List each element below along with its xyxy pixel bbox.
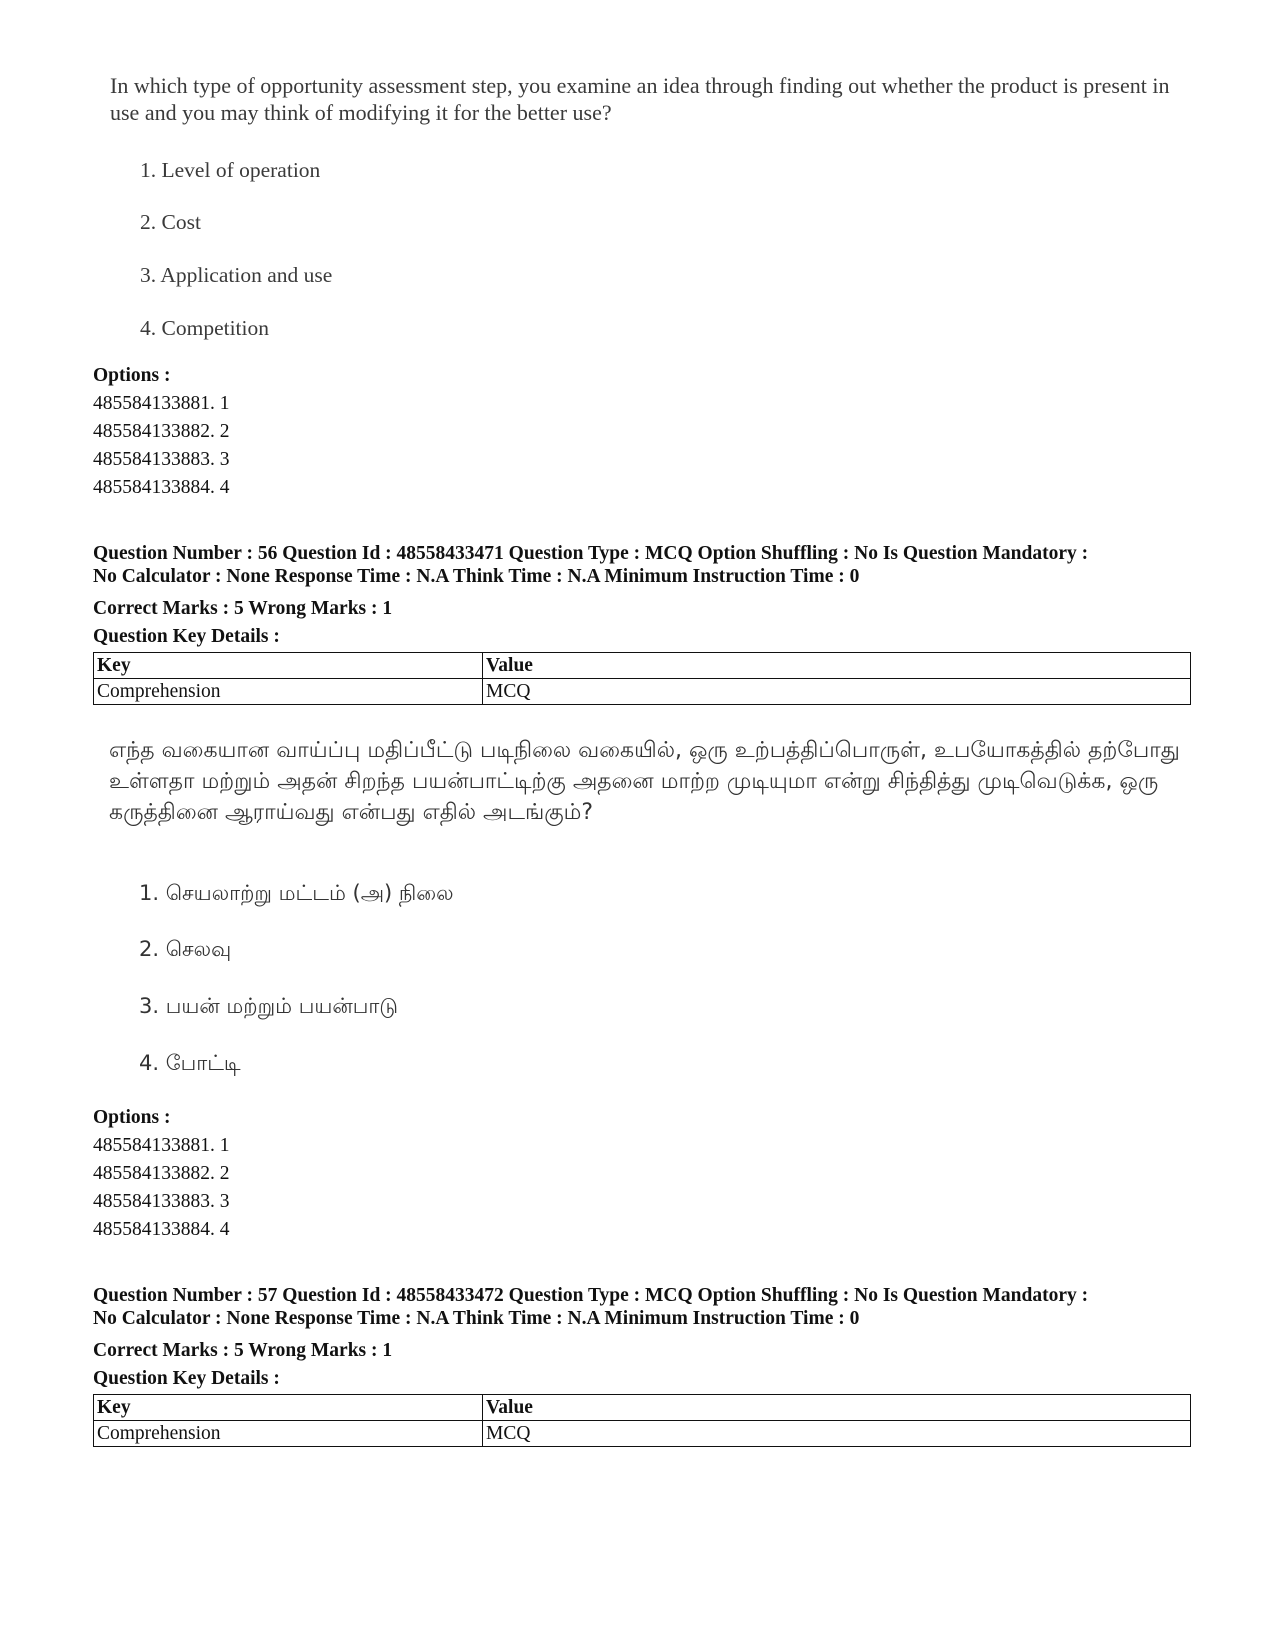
options-label: Options : (93, 1107, 171, 1128)
question-meta-line-1: Question Number : 56 Question Id : 48558433471 Question Type : MCQ Option Shuffling : No Is Question Mandatory : (93, 543, 1089, 564)
key-details-table (93, 652, 1191, 705)
table-header-value: Value (483, 653, 1191, 679)
table-row (94, 1421, 1191, 1447)
option-id-4: 485584133884. 4 (93, 1219, 230, 1240)
choice-tamil-2: 2. செலவு (139, 937, 232, 961)
choice-english-2: 2. Cost (140, 210, 201, 234)
option-id-3: 485584133883. 3 (93, 449, 230, 470)
question-meta (93, 542, 1203, 588)
key-details-label: Question Key Details : (93, 1368, 280, 1389)
marks-line: Correct Marks : 5 Wrong Marks : 1 (93, 1340, 393, 1361)
question-meta-line-2: No Calculator : None Response Time : N.A Think Time : N.A Minimum Instruction Time : 0 (93, 1308, 860, 1329)
table-cell-value: MCQ (483, 679, 1191, 705)
choice-english-3: 3. Application and use (140, 263, 333, 287)
option-id-2: 485584133882. 2 (93, 1163, 230, 1184)
table-header-key: Key (94, 1395, 483, 1421)
question-text-english: In which type of opportunity assessment step, you examine an idea through finding out whether the product is present in use and you may think of modifying it for the better use? (110, 73, 1170, 125)
table-header-key: Key (94, 653, 483, 679)
option-id-3: 485584133883. 3 (93, 1191, 230, 1212)
table-cell-key: Comprehension (94, 1421, 483, 1447)
choice-tamil-1: 1. செயலாற்று மட்டம் (அ) நிலை (139, 881, 454, 905)
question-meta-line-2: No Calculator : None Response Time : N.A Think Time : N.A Minimum Instruction Time : 0 (93, 566, 860, 587)
choice-english-4: 4. Competition (140, 316, 269, 340)
table-cell-key: Comprehension (94, 679, 483, 705)
table-header-row (94, 1395, 1191, 1421)
choice-tamil-3: 3. பயன் மற்றும் பயன்பாடு (139, 994, 399, 1018)
options-label: Options : (93, 365, 171, 386)
option-id-1: 485584133881. 1 (93, 393, 230, 414)
marks-line: Correct Marks : 5 Wrong Marks : 1 (93, 598, 393, 619)
table-cell-value: MCQ (483, 1421, 1191, 1447)
choice-english-1: 1. Level of operation (140, 158, 321, 182)
question-text-tamil: எந்த வகையான வாய்ப்பு மதிப்பீட்டு படிநிலை வகையில், ஒரு உற்பத்திப்பொருள், உபயோகத்தில் தற்போது உள்ளதா மற்றும் அதன் சிறந்த பயன்பாட்டிற்கு அதனை மாற்ற முடியுமா என்று சிந்தித்து முடிவெடுக்க, ஒரு கருத்தினை ஆராய்வது என்பது எதில் அடங்கும்? (109, 738, 1180, 825)
option-id-2: 485584133882. 2 (93, 421, 230, 442)
table-header-value: Value (483, 1395, 1191, 1421)
option-id-1: 485584133881. 1 (93, 1135, 230, 1156)
key-details-table (93, 1394, 1191, 1447)
table-header-row (94, 653, 1191, 679)
option-id-4: 485584133884. 4 (93, 477, 230, 498)
question-meta (93, 1284, 1203, 1330)
table-row (94, 679, 1191, 705)
choice-tamil-4: 4. போட்டி (139, 1051, 241, 1075)
key-details-label: Question Key Details : (93, 626, 280, 647)
question-meta-line-1: Question Number : 57 Question Id : 48558433472 Question Type : MCQ Option Shuffling : No Is Question Mandatory : (93, 1285, 1089, 1306)
